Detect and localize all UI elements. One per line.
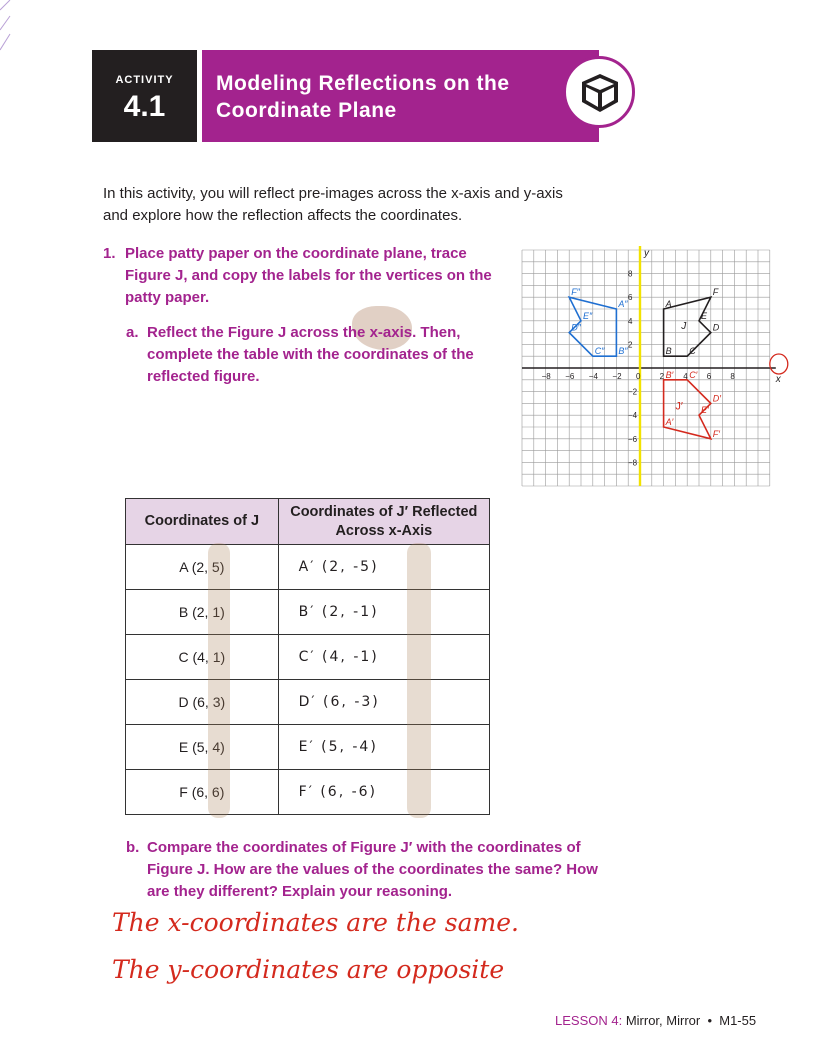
image-coordinate-answer[interactable]: A′ (2, -5) bbox=[278, 545, 489, 590]
footer-page-number: M1-55 bbox=[719, 1013, 757, 1028]
vertex-label: D bbox=[712, 322, 720, 333]
table-header-pre: Coordinates of J bbox=[126, 499, 279, 545]
table-row bbox=[126, 680, 490, 725]
x-tick-label: 4 bbox=[683, 372, 688, 381]
activity-badge bbox=[92, 50, 197, 142]
y-axis-label: y bbox=[644, 248, 649, 259]
vertex-label: F bbox=[712, 287, 719, 298]
pre-coordinate: A (2, 5) bbox=[126, 545, 279, 590]
vertex-label: F″ bbox=[571, 287, 580, 298]
x-tick-label: −2 bbox=[612, 372, 622, 381]
pre-coordinate: E (5, 4) bbox=[126, 725, 279, 770]
table-row bbox=[126, 635, 490, 680]
vertex-label: C bbox=[689, 346, 696, 357]
vertex-label: E bbox=[701, 310, 708, 321]
part-b-text: Compare the coordinates of Figure J′ with the coordinates of Figure J. How are the values of the coordinates the same? How are they different? Explain your reasoning. bbox=[147, 839, 598, 900]
y-tick-label: 6 bbox=[628, 293, 633, 303]
y-tick-label: −6 bbox=[628, 434, 638, 444]
vertex-label: B″ bbox=[618, 346, 628, 357]
activity-title-bar bbox=[202, 50, 599, 142]
intro-text: In this activity, you will reflect pre-images across the x-axis and y-axis and explore how the reflection affects the coordinates. bbox=[103, 185, 563, 224]
question-1-number: 1. bbox=[103, 245, 116, 262]
x-tick-label: −4 bbox=[588, 372, 598, 381]
y-tick-label: −8 bbox=[628, 458, 638, 468]
x-tick-label: −8 bbox=[541, 372, 551, 381]
x-axis-label: x bbox=[775, 374, 781, 385]
footer-lesson-title: Mirror, Mirror bbox=[625, 1013, 701, 1028]
part-b-label: b. bbox=[126, 839, 140, 856]
y-tick-label: 2 bbox=[628, 340, 633, 350]
page-footer bbox=[555, 1013, 756, 1028]
part-b bbox=[126, 837, 616, 903]
pre-coordinate: B (2, 1) bbox=[126, 590, 279, 635]
figure-j-prime-label: J′ bbox=[675, 400, 683, 413]
activity-title: Modeling Reflections on the Coordinate Plane bbox=[216, 72, 510, 122]
activity-number: 4.1 bbox=[123, 90, 166, 123]
vertex-label: B′ bbox=[665, 369, 674, 380]
question-1-text: Place patty paper on the coordinate plane, trace Figure J, and copy the labels for the vertices on the patty paper. bbox=[125, 245, 492, 306]
question-1 bbox=[103, 243, 503, 309]
image-coordinate-answer[interactable]: E′ (5, -4) bbox=[278, 725, 489, 770]
vertex-label: A′ bbox=[665, 417, 674, 427]
page-edge-decoration bbox=[0, 0, 12, 60]
vertex-label: B bbox=[665, 346, 672, 357]
vertex-label: F′ bbox=[712, 428, 720, 439]
table-row bbox=[126, 770, 490, 815]
pre-coordinate: D (6, 3) bbox=[126, 680, 279, 725]
vertex-label: E″ bbox=[583, 310, 593, 321]
x-tick-label: 0 bbox=[636, 372, 641, 381]
coordinates-table bbox=[125, 498, 490, 815]
vertex-label: A″ bbox=[618, 299, 628, 309]
table-header-image: Coordinates of J′ Reflected Across x-Axis bbox=[278, 499, 489, 545]
x-tick-label: 8 bbox=[730, 372, 735, 381]
table-row bbox=[126, 590, 490, 635]
image-coordinate-answer[interactable]: B′ (2, -1) bbox=[278, 590, 489, 635]
vertex-label: D″ bbox=[571, 322, 581, 333]
footer-bullet: • bbox=[707, 1013, 713, 1028]
pre-coordinate: C (4, 1) bbox=[126, 635, 279, 680]
circled-axis-mark bbox=[770, 354, 788, 374]
y-tick-label: −2 bbox=[628, 387, 638, 397]
figure-j-label: J bbox=[681, 321, 687, 333]
y-tick-label: 4 bbox=[628, 316, 633, 326]
image-coordinate-answer[interactable]: D′ (6, -3) bbox=[278, 680, 489, 725]
answer-line-1[interactable]: The x-coordinates are the same. bbox=[112, 908, 519, 937]
image-coordinate-answer[interactable]: C′ (4, -1) bbox=[278, 635, 489, 680]
table-row bbox=[126, 725, 490, 770]
image-coordinate-answer[interactable]: F′ (6, -6) bbox=[278, 770, 489, 815]
y-tick-label: −4 bbox=[628, 411, 638, 421]
answer-line-2[interactable]: The y-coordinates are opposite bbox=[112, 955, 505, 984]
vertex-label: C′ bbox=[689, 369, 698, 380]
vertex-label: A bbox=[665, 299, 672, 309]
cube-icon bbox=[563, 56, 635, 128]
x-tick-label: 2 bbox=[659, 372, 665, 381]
footer-lesson: LESSON 4: bbox=[555, 1013, 623, 1028]
part-a bbox=[126, 322, 496, 388]
part-a-text: Reflect the Figure J across the x-axis. Then, complete the table with the coordinates of the reflected figure. bbox=[147, 324, 474, 385]
y-tick-label: 8 bbox=[628, 269, 633, 279]
x-tick-label: 6 bbox=[706, 372, 712, 381]
part-a-label: a. bbox=[126, 324, 139, 341]
vertex-label: C″ bbox=[594, 346, 605, 357]
coordinate-graph bbox=[510, 240, 800, 495]
vertex-label: E′ bbox=[701, 405, 709, 416]
pre-coordinate: F (6, 6) bbox=[126, 770, 279, 815]
x-tick-label: −6 bbox=[565, 372, 575, 381]
vertex-label: D′ bbox=[712, 393, 721, 404]
table-row bbox=[126, 545, 490, 590]
activity-label: ACTIVITY bbox=[115, 74, 174, 86]
highlight-mark bbox=[208, 543, 230, 818]
highlight-mark bbox=[407, 543, 431, 818]
